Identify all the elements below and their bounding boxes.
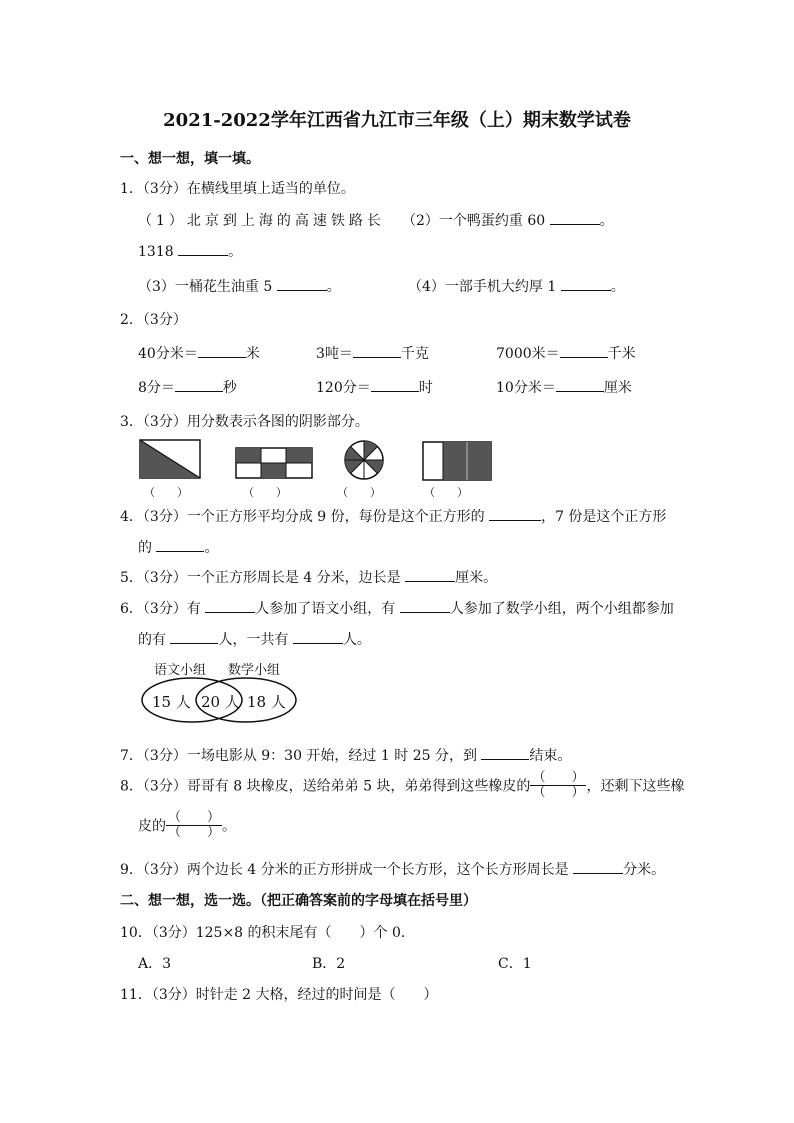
section-1-heading: 一、想一想，填一填。: [120, 151, 260, 167]
page-title: 2021-2022学年江西省九江市三年级（上）期末数学试卷: [163, 110, 631, 131]
q2-item-5: 120分＝ 时: [316, 380, 433, 396]
q8-line-1: 8．（3分）哥哥有 8 块橡皮，送给弟弟 5 块，弟弟得到这些橡皮的 $\frac{( )}{( )}$ ，还剩下这些橡: [120, 770, 685, 800]
q3-answer-2: （ ）: [243, 486, 287, 499]
q11-head: 11．（3分）时针走 2 大格，经过的时间是（ ）: [120, 987, 438, 1003]
figure-3-circle: [345, 441, 383, 479]
q6-line-2: 的有 人，一共有 人。: [138, 632, 371, 648]
q4-line-2: 的 。: [138, 540, 219, 556]
q2-head: 2．（3分）: [120, 312, 187, 328]
q1-part4: （4）一部手机大约厚 1 。: [408, 279, 625, 295]
q1-part2: （2）一个鸭蛋约重 60 。: [402, 213, 614, 229]
q3-head: 3．（3分）用分数表示各图的阴影部分。: [120, 414, 369, 430]
figure-2-grid: [236, 448, 312, 478]
q1-part3: （3）一桶花生油重 5 。: [138, 279, 341, 295]
q8-line-2: 皮的 $\frac{( )}{( )}$ 。: [138, 810, 237, 840]
venn-middle-value: 20 人: [201, 693, 240, 711]
q1-part1-value: 1318 。: [138, 244, 243, 260]
figure-4-rect-split: [423, 442, 491, 480]
section-2-heading: 二、想一想，选一选。（把正确答案前的字母填在括号里）: [120, 893, 477, 909]
q2-item-2: 3吨＝ 千克: [316, 346, 429, 362]
q6-line-1: 6．（3分）有 人参加了语文小组，有 人参加了数学小组，两个小组都参加: [120, 601, 674, 617]
q10-option-c: C．1: [498, 956, 532, 972]
q3-answer-4: （ ）: [424, 486, 468, 499]
q7: 7．（3分）一场电影从 9：30 开始，经过 1 时 25 分，到 结束。: [120, 748, 572, 764]
q8-fraction-1: $\frac{( )}{( )}$: [532, 770, 585, 800]
venn-label-chinese: 语文小组: [154, 663, 207, 678]
q1-part1: （1）北京到上海的高速铁路长: [138, 213, 385, 229]
venn-label-math: 数学小组: [228, 663, 281, 678]
q10-head: 10．（3分）125×8 的积末尾有（ ）个 0．: [120, 925, 415, 941]
q5: 5．（3分）一个正方形周长是 4 分米，边长是 厘米。: [120, 570, 498, 586]
figure-1-rect-triangle: [140, 440, 200, 478]
q8-fraction-2: $\frac{( )}{( )}$: [168, 810, 221, 840]
q10-option-b: B．2: [312, 956, 346, 972]
q9: 9．（3分）两个边长 4 分米的正方形拼成一个长方形，这个长方形周长是 分米。: [120, 862, 666, 878]
q4-line-1: 4．（3分）一个正方形平均分成 9 份，每份是这个正方形的 ，7 份是这个正方形: [120, 509, 667, 525]
q1-head: 1．（3分）在横线里填上适当的单位。: [120, 181, 355, 197]
q3-answer-3: （ ）: [337, 486, 381, 499]
venn-left-value: 15 人: [152, 693, 191, 711]
q2-item-3: 7000米＝ 千米: [496, 346, 636, 362]
q2-item-6: 10分米＝ 厘米: [496, 380, 632, 396]
q2-item-4: 8分＝ 秒: [138, 380, 237, 396]
venn-right-value: 18 人: [247, 693, 286, 711]
q10-option-a: A．3: [138, 956, 172, 972]
q3-answer-1: （ ）: [144, 486, 188, 499]
q2-item-1: 40分米＝ 米: [138, 346, 260, 362]
